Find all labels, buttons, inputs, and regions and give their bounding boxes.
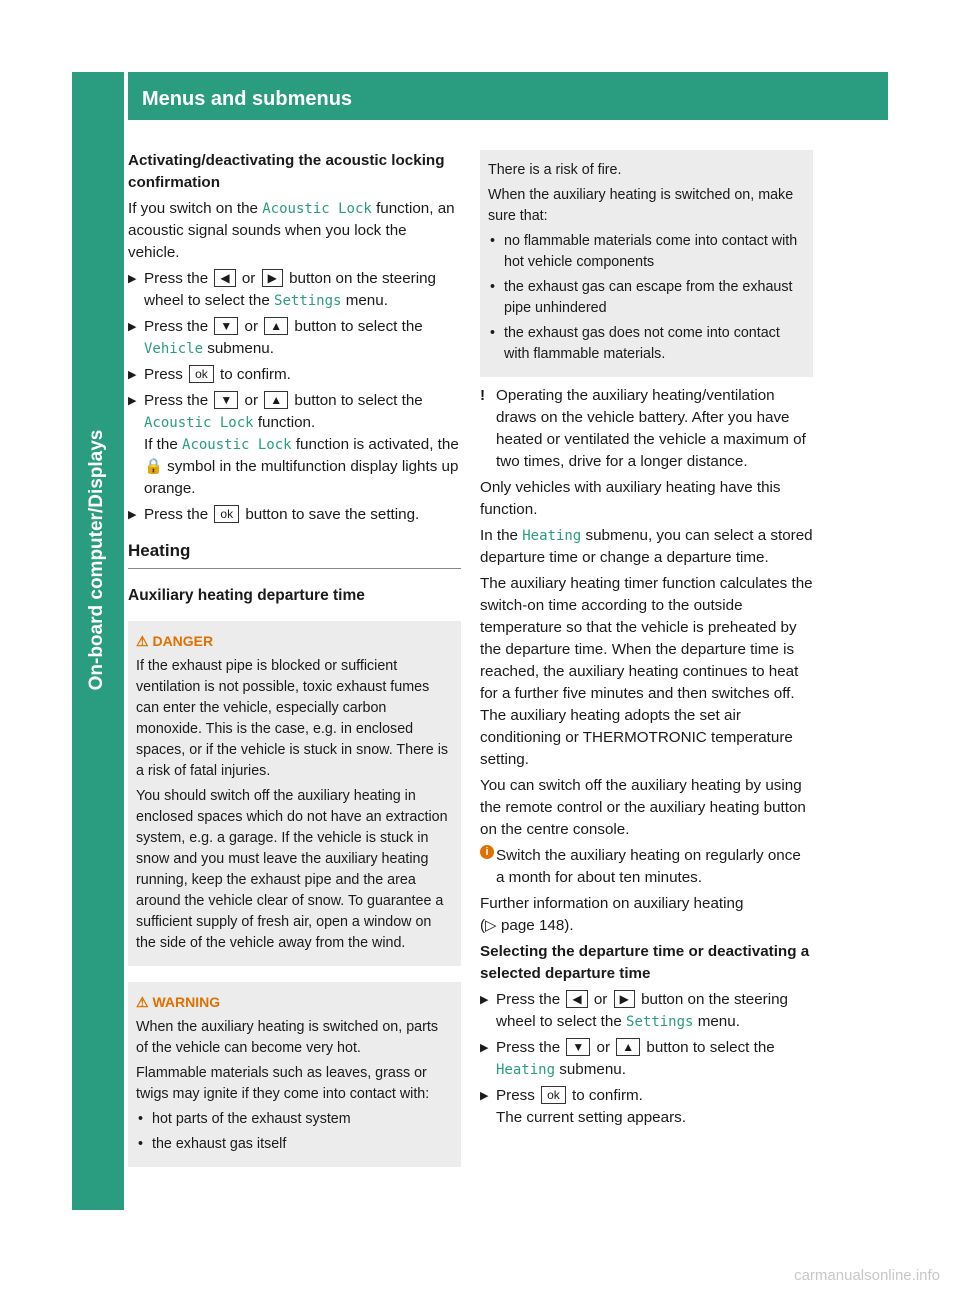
up-arrow-icon: ▲ (616, 1038, 640, 1056)
fire-bullet: • the exhaust gas does not come into contact with flammable materials. (488, 323, 805, 365)
warning-bullet: • the exhaust gas itself (136, 1134, 453, 1155)
left-arrow-icon: ◀ (214, 269, 235, 287)
fire-bullet: • no flammable materials come into contact with hot vehicle components (488, 231, 805, 273)
section-heading: Heating (128, 540, 461, 569)
lock-icon: 🔒 (144, 458, 163, 475)
right-arrow-icon: ▶ (614, 990, 635, 1008)
step-2: ▶ Press the ▼ or ▲ button to select the Vehicle submenu. (128, 318, 423, 357)
step-3: ▶ Press ok to confirm. The current setting appears. (480, 1087, 686, 1126)
right-column (480, 150, 813, 1133)
warning-text-2: Flammable materials such as leaves, grass or twigs may ignite if they come into contact with: (136, 1065, 430, 1102)
warning-triangle-icon: ⚠ (136, 994, 149, 1010)
ok-key-icon: ok (214, 505, 239, 523)
section-label: On-board computer/Displays (86, 429, 107, 691)
paragraph: Only vehicles with auxiliary heating have this function. (480, 479, 781, 518)
fire-bullet: • the exhaust gas can escape from the exhaust pipe unhindered (488, 277, 805, 319)
danger-text-1: If the exhaust pipe is blocked or sufficient ventilation is not possible, toxic exhaust fumes can enter the vehicle, especially carbon monoxide. This is the case, e.g. in enclosed spaces, or if the vehicle is stuck in snow. There is a risk of fatal injuries. (136, 658, 449, 779)
paragraph: Further information on auxiliary heating (▷ page 148). (480, 895, 744, 934)
danger-text-2: You should switch off the auxiliary heating in enclosed spaces which do not have an extraction system, e.g. a garage. If the vehicle is stuck in snow and you must leave the auxiliary heating running, keep the exhaust pipe and the area around the vehicle clear of snow. To guarantee a sufficient supply of fresh air, open a window on the side of the vehicle away from the wind. (136, 788, 448, 951)
left-column (128, 150, 461, 1167)
fire-box (480, 150, 813, 377)
page-title: Menus and submenus (142, 88, 353, 110)
info-icon: i (480, 845, 494, 859)
paragraph: You can switch off the auxiliary heating by using the remote control or the auxiliary heating button on the centre console. (480, 777, 806, 838)
step-2: ▶ Press the ▼ or ▲ button to select the Heating submenu. (480, 1039, 775, 1078)
step-1: ▶ Press the ◀ or ▶ button on the steering wheel to select the Settings menu. (480, 991, 788, 1030)
fire-text: There is a risk of fire. (488, 162, 622, 178)
exclamation-icon: ! (480, 387, 486, 404)
danger-title: ⚠ DANGER (136, 633, 214, 649)
warning-text-1: When the auxiliary heating is switched on, parts of the vehicle can become very hot. (136, 1019, 438, 1056)
battery-note: ! Operating the auxiliary heating/ventilation draws on the vehicle battery. After you have heated or ventilated the vehicle a maximum of two times, drive for a longer distance. (480, 387, 806, 470)
warning-title: ⚠ WARNING (136, 994, 221, 1010)
right-arrow-icon: ▶ (262, 269, 283, 287)
down-arrow-icon: ▼ (566, 1038, 590, 1056)
warning-triangle-icon: ⚠ (136, 633, 149, 649)
fire-text: When the auxiliary heating is switched on, make sure that: (488, 187, 794, 224)
up-arrow-icon: ▲ (264, 391, 288, 409)
acoustic-heading: Activating/deactivating the acoustic locking confirmation (128, 152, 445, 191)
subheading: Auxiliary heating departure time (128, 587, 365, 604)
left-arrow-icon: ◀ (566, 990, 587, 1008)
step-3: ▶ Press ok to confirm. (128, 366, 291, 383)
info-note: i Switch the auxiliary heating on regularly once a month for about ten minutes. (480, 845, 813, 889)
paragraph: In the Heating submenu, you can select a stored departure time or change a departure time. (480, 527, 813, 566)
watermark: carmanualsonline.info (794, 1267, 940, 1284)
danger-box (128, 621, 461, 966)
down-arrow-icon: ▼ (214, 391, 238, 409)
down-arrow-icon: ▼ (214, 317, 238, 335)
ok-key-icon: ok (541, 1086, 566, 1104)
warning-box (128, 982, 461, 1167)
step-1: ▶ Press the ◀ or ▶ button on the steering wheel to select the Settings menu. (128, 270, 436, 309)
paragraph: The auxiliary heating timer function calculates the switch-on time according to the outside temperature so that the vehicle is preheated by the departure time. When the departure time is reached, the auxiliary heating continues to heat for a further five minutes and then switches off. The auxiliary heating adopts the set air conditioning or THERMOTRONIC temperature setting. (480, 575, 813, 768)
page-number: 252 (82, 92, 114, 112)
intro-text: If you switch on the Acoustic Lock function, an acoustic signal sounds when you lock the vehicle. (128, 200, 455, 261)
ok-key-icon: ok (189, 365, 214, 383)
departure-heading: Selecting the departure time or deactivating a selected departure time (480, 943, 810, 982)
up-arrow-icon: ▲ (264, 317, 288, 335)
step-5: ▶ Press the ok button to save the setting. (128, 506, 420, 523)
warning-bullet: • hot parts of the exhaust system (136, 1109, 453, 1130)
step-4: ▶ Press the ▼ or ▲ button to select the Acoustic Lock function. If the Acoustic Lock function is activated, the 🔒 symbol in the multifunction display lights up orange. (128, 392, 459, 497)
